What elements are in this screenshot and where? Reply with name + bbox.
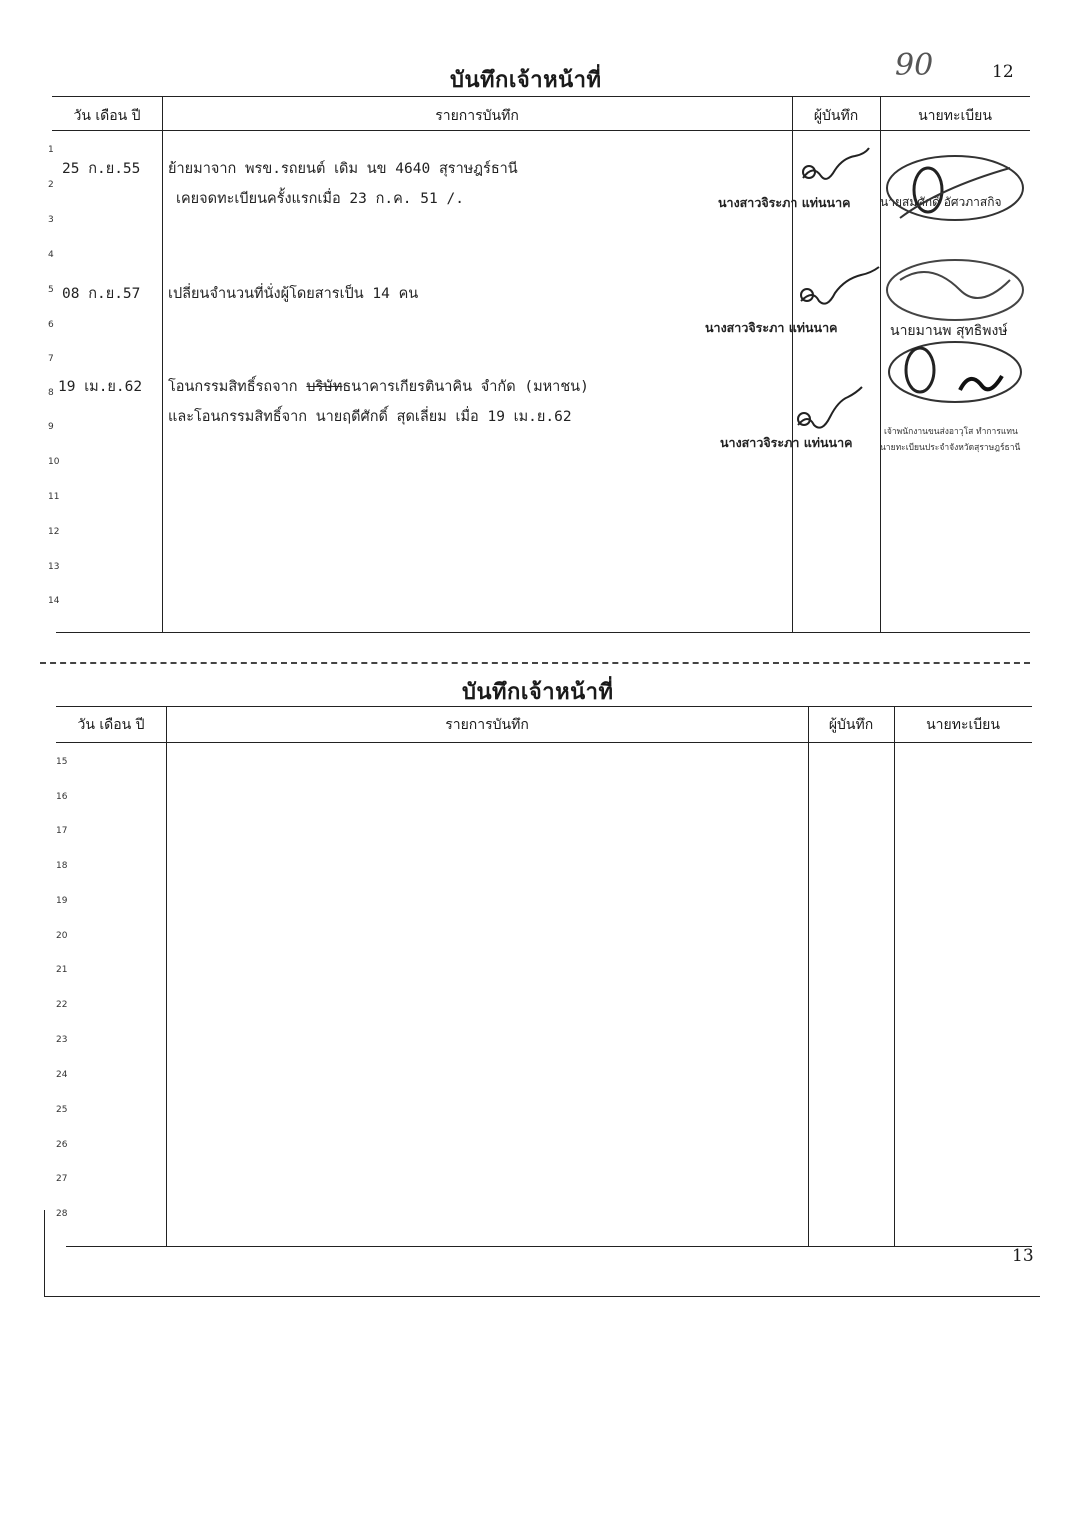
line-number: 13: [48, 562, 60, 572]
header-details: รายการบันทึก: [435, 108, 519, 124]
cut-line: [40, 662, 1030, 664]
entry-1-registrar-name: นายสมศักดิ์ อัศวภาสกิจ: [880, 195, 1002, 209]
sheet-1-page-number: 12: [992, 62, 1014, 82]
sheet-1-bottom-rule: [56, 632, 1030, 633]
header-details: รายการบันทึก: [445, 717, 529, 733]
entry-2-recorder-name: นางสาวจิระภา แท่นนาค: [705, 320, 838, 335]
line-number: 19: [56, 896, 68, 906]
entry-1-line-2: เคยจดทะเบียนครั้งแรกเมื่อ 23 ก.ค. 51 /.: [176, 191, 464, 207]
line-number: 10: [48, 457, 60, 467]
entry-3-line-1: [168, 375, 589, 398]
header-date: วัน เดือน ปี: [77, 717, 145, 733]
line-number: 17: [56, 826, 68, 836]
signature-recorder-1: [795, 140, 875, 190]
entry-3-date: 19 เม.ย.62: [58, 379, 143, 395]
entry-3-struck-word: บริษัท: [306, 379, 343, 395]
entry-3-registrar-stamp-line-2: นายทะเบียนประจำจังหวัดสุราษฎร์ธานี: [880, 443, 1021, 453]
line-number: 14: [48, 596, 60, 606]
entry-3-line-2: และโอนกรรมสิทธิ์จาก นายฤดีศักดิ์ สุดเลี่ยม เมื่อ 19 เม.ย.62: [168, 409, 572, 425]
line-number: 2: [48, 180, 54, 190]
sheet-1-col-divider-2: [792, 96, 793, 632]
entry-2-line-1: เปลี่ยนจำนวนที่นั่งผู้โดยสารเป็น 14 คน: [168, 286, 419, 302]
entry-3-line-1-prefix: โอนกรรมสิทธิ์รถจาก: [168, 379, 307, 395]
sheet-2-left-edge: [44, 1210, 45, 1296]
line-number: 15: [56, 757, 68, 767]
line-number: 3: [48, 215, 54, 225]
line-number: 6: [48, 320, 54, 330]
sheet-2-top-rule: [56, 706, 1032, 707]
sheet-2-col-divider-3: [894, 706, 895, 1246]
sheet-1-col-divider-1: [162, 96, 163, 632]
line-number: 21: [56, 965, 68, 975]
entry-3-recorder-name: นางสาวจิระภา แท่นนาค: [720, 435, 853, 450]
line-number: 4: [48, 250, 54, 260]
sheet-1-title: บันทึกเจ้าหน้าที่: [450, 68, 602, 93]
handwritten-page-annotation: 90: [895, 48, 934, 83]
header-date: วัน เดือน ปี: [73, 108, 141, 124]
sheet-2-header-rule: [56, 742, 1032, 743]
entry-2-registrar-name: นายมานพ สุทธิพงษ์: [890, 323, 1008, 339]
line-number: 23: [56, 1035, 68, 1045]
sheet-1-top-rule: [52, 96, 1030, 97]
entry-2-date: 08 ก.ย.57: [62, 286, 141, 302]
line-number: 11: [48, 492, 60, 502]
line-number: 7: [48, 354, 54, 364]
entry-1-line-1: ย้ายมาจาก พรข.รถยนต์ เดิม นข 4640 สุราษฎร์ธานี: [168, 161, 518, 177]
header-recorder: ผู้บันทึก: [813, 108, 859, 124]
line-number: 22: [56, 1000, 68, 1010]
entry-3-line-1-suffix: ธนาคารเกียรตินาคิน จำกัด (มหาชน): [342, 379, 589, 395]
line-number: 16: [56, 792, 68, 802]
line-number: 1: [48, 145, 54, 155]
header-registrar: นายทะเบียน: [926, 717, 1000, 733]
line-number: 5: [48, 285, 54, 295]
line-number: 12: [48, 527, 60, 537]
line-number: 26: [56, 1140, 68, 1150]
line-number: 24: [56, 1070, 68, 1080]
header-recorder: ผู้บันทึก: [828, 717, 874, 733]
line-number: 27: [56, 1174, 68, 1184]
signature-recorder-2: [795, 265, 885, 315]
sheet-2-col-divider-2: [808, 706, 809, 1246]
sheet-1-header-rule: [52, 130, 1030, 131]
sheet-2-page-number: 13: [1012, 1246, 1034, 1266]
entry-1-date: 25 ก.ย.55: [62, 161, 141, 177]
entry-1-recorder-name: นางสาวจิระภา แท่นนาค: [718, 195, 851, 210]
entry-3-registrar-stamp-line-1: เจ้าพนักงานขนส่งอาวุโส ทำการแทน: [884, 427, 1018, 437]
registrar-seal-2: [880, 250, 1030, 340]
registrar-seal-1: [880, 148, 1030, 238]
line-number: 25: [56, 1105, 68, 1115]
line-number: 28: [56, 1209, 68, 1219]
header-registrar: นายทะเบียน: [918, 108, 992, 124]
signature-recorder-3: [792, 385, 872, 440]
line-number: 18: [56, 861, 68, 871]
line-number: 20: [56, 931, 68, 941]
sheet-2-bottom-rule: [66, 1246, 1032, 1247]
line-number: 9: [48, 422, 54, 432]
sheet-2-page-edge: [44, 1296, 1040, 1297]
line-number: 8: [48, 388, 54, 398]
registrar-seal-3: [880, 330, 1030, 420]
sheet-2-title: บันทึกเจ้าหน้าที่: [462, 680, 614, 705]
sheet-2-col-divider-1: [166, 706, 167, 1246]
